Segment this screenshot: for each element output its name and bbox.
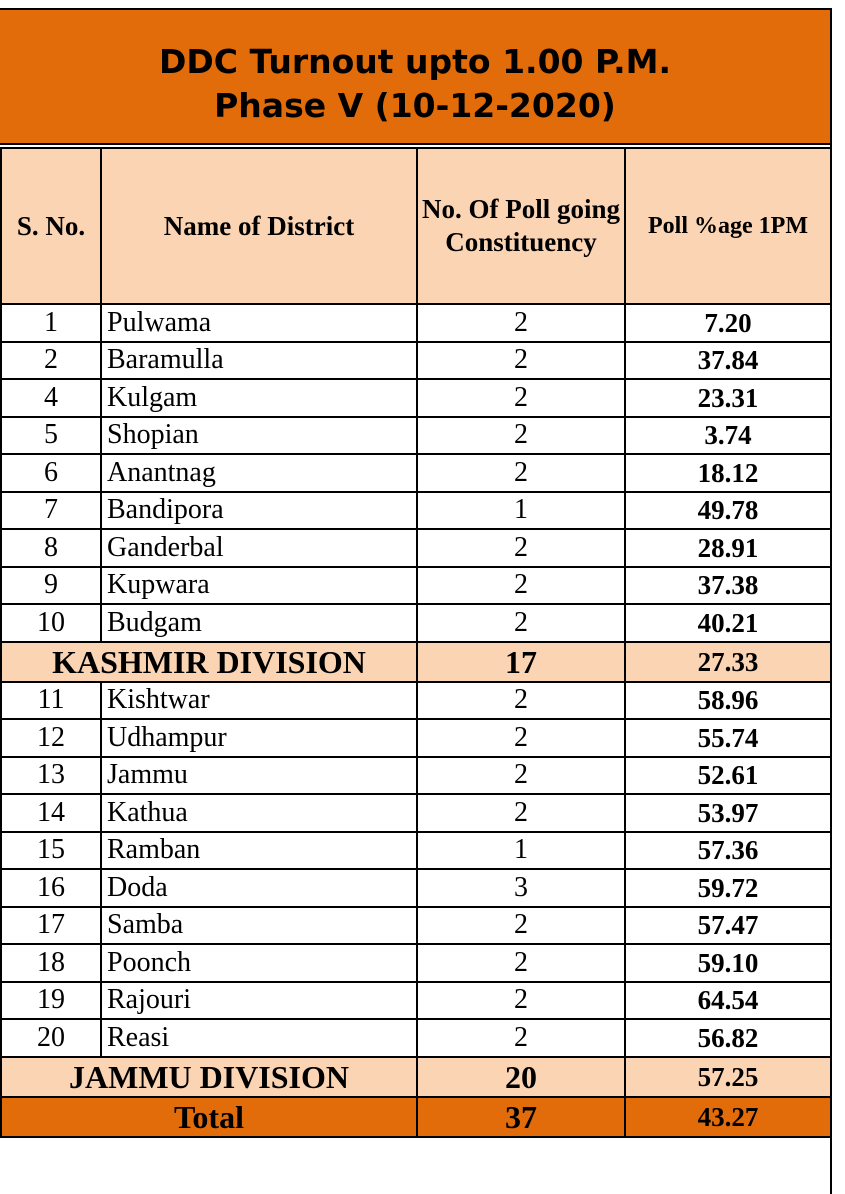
jammu-division-row-constituencies: 20 <box>417 1057 625 1097</box>
row-district: Kishtwar <box>101 682 417 720</box>
row-poll-pct: 37.84 <box>625 342 831 380</box>
table-row <box>1 682 831 720</box>
row-poll-pct: 37.38 <box>625 567 831 605</box>
row-sno: 8 <box>1 529 101 567</box>
header-district: Name of District <box>101 148 417 304</box>
row-district: Budgam <box>101 604 417 642</box>
row-sno: 19 <box>1 982 101 1020</box>
row-sno: 20 <box>1 1019 101 1057</box>
row-constituencies: 2 <box>417 794 625 832</box>
kashmir-division-row-constituencies: 17 <box>417 642 625 682</box>
row-district: Poonch <box>101 944 417 982</box>
header-sno: S. No. <box>1 148 101 304</box>
row-constituencies: 2 <box>417 719 625 757</box>
row-district: Samba <box>101 907 417 945</box>
row-district: Jammu <box>101 757 417 795</box>
title-line-2: Phase V (10-12-2020) <box>214 86 616 125</box>
row-sno: 7 <box>1 492 101 530</box>
turnout-table <box>0 147 832 1138</box>
header-constituency: No. Of Poll going Constituency <box>417 148 625 304</box>
row-constituencies: 2 <box>417 304 625 342</box>
row-poll-pct: 58.96 <box>625 682 831 720</box>
header-poll-pct: Poll %age 1PM <box>625 148 831 304</box>
row-sno: 12 <box>1 719 101 757</box>
row-sno: 13 <box>1 757 101 795</box>
row-sno: 4 <box>1 379 101 417</box>
row-constituencies: 1 <box>417 832 625 870</box>
row-constituencies: 2 <box>417 944 625 982</box>
table-row <box>1 982 831 1020</box>
row-poll-pct: 3.74 <box>625 417 831 455</box>
title-line-1: DDC Turnout upto 1.00 P.M. <box>158 42 672 81</box>
row-constituencies: 2 <box>417 417 625 455</box>
row-sno: 6 <box>1 454 101 492</box>
kashmir-division-row-poll-pct: 27.33 <box>625 642 831 682</box>
row-sno: 10 <box>1 604 101 642</box>
row-constituencies: 2 <box>417 982 625 1020</box>
row-constituencies: 3 <box>417 869 625 907</box>
row-constituencies: 2 <box>417 567 625 605</box>
table-row <box>1 567 831 605</box>
row-constituencies: 2 <box>417 379 625 417</box>
row-constituencies: 2 <box>417 454 625 492</box>
row-sno: 1 <box>1 304 101 342</box>
kashmir-division-row-label: KASHMIR DIVISION <box>1 642 417 682</box>
row-district: Kathua <box>101 794 417 832</box>
row-constituencies: 2 <box>417 757 625 795</box>
kashmir-division-row <box>1 642 831 682</box>
row-poll-pct: 64.54 <box>625 982 831 1020</box>
row-district: Ramban <box>101 832 417 870</box>
jammu-division-row-label: JAMMU DIVISION <box>1 1057 417 1097</box>
table-row <box>1 832 831 870</box>
row-constituencies: 2 <box>417 907 625 945</box>
row-sno: 16 <box>1 869 101 907</box>
row-poll-pct: 57.47 <box>625 907 831 945</box>
table-row <box>1 794 831 832</box>
row-district: Udhampur <box>101 719 417 757</box>
table-row <box>1 869 831 907</box>
row-district: Bandipora <box>101 492 417 530</box>
row-poll-pct: 56.82 <box>625 1019 831 1057</box>
table-body <box>1 304 831 1137</box>
row-district: Doda <box>101 869 417 907</box>
row-district: Shopian <box>101 417 417 455</box>
row-sno: 9 <box>1 567 101 605</box>
row-sno: 2 <box>1 342 101 380</box>
row-district: Anantnag <box>101 454 417 492</box>
table-row <box>1 719 831 757</box>
table-row <box>1 342 831 380</box>
table-row <box>1 944 831 982</box>
row-district: Pulwama <box>101 304 417 342</box>
row-district: Kupwara <box>101 567 417 605</box>
table-row <box>1 529 831 567</box>
table-row <box>1 379 831 417</box>
row-poll-pct: 7.20 <box>625 304 831 342</box>
row-sno: 15 <box>1 832 101 870</box>
table-row <box>1 304 831 342</box>
row-constituencies: 2 <box>417 342 625 380</box>
table-row <box>1 604 831 642</box>
row-constituencies: 1 <box>417 492 625 530</box>
row-poll-pct: 55.74 <box>625 719 831 757</box>
row-constituencies: 2 <box>417 1019 625 1057</box>
row-sno: 11 <box>1 682 101 720</box>
jammu-division-row-poll-pct: 57.25 <box>625 1057 831 1097</box>
row-poll-pct: 53.97 <box>625 794 831 832</box>
total-row-label: Total <box>1 1097 417 1137</box>
total-row-constituencies: 37 <box>417 1097 625 1137</box>
row-poll-pct: 28.91 <box>625 529 831 567</box>
table-row <box>1 1019 831 1057</box>
table-row <box>1 907 831 945</box>
row-sno: 17 <box>1 907 101 945</box>
row-poll-pct: 18.12 <box>625 454 831 492</box>
row-poll-pct: 23.31 <box>625 379 831 417</box>
row-constituencies: 2 <box>417 529 625 567</box>
row-district: Baramulla <box>101 342 417 380</box>
row-district: Ganderbal <box>101 529 417 567</box>
row-sno: 14 <box>1 794 101 832</box>
row-poll-pct: 59.10 <box>625 944 831 982</box>
row-district: Kulgam <box>101 379 417 417</box>
table-row <box>1 757 831 795</box>
row-constituencies: 2 <box>417 682 625 720</box>
table-title <box>0 8 830 145</box>
row-district: Reasi <box>101 1019 417 1057</box>
row-poll-pct: 52.61 <box>625 757 831 795</box>
table-row <box>1 492 831 530</box>
header-row <box>1 148 831 304</box>
total-row <box>1 1097 831 1137</box>
row-district: Rajouri <box>101 982 417 1020</box>
row-poll-pct: 40.21 <box>625 604 831 642</box>
row-sno: 18 <box>1 944 101 982</box>
table-row <box>1 454 831 492</box>
row-poll-pct: 57.36 <box>625 832 831 870</box>
table-row <box>1 417 831 455</box>
turnout-sheet <box>0 8 832 1194</box>
row-poll-pct: 49.78 <box>625 492 831 530</box>
total-row-poll-pct: 43.27 <box>625 1097 831 1137</box>
row-poll-pct: 59.72 <box>625 869 831 907</box>
row-sno: 5 <box>1 417 101 455</box>
jammu-division-row <box>1 1057 831 1097</box>
row-constituencies: 2 <box>417 604 625 642</box>
